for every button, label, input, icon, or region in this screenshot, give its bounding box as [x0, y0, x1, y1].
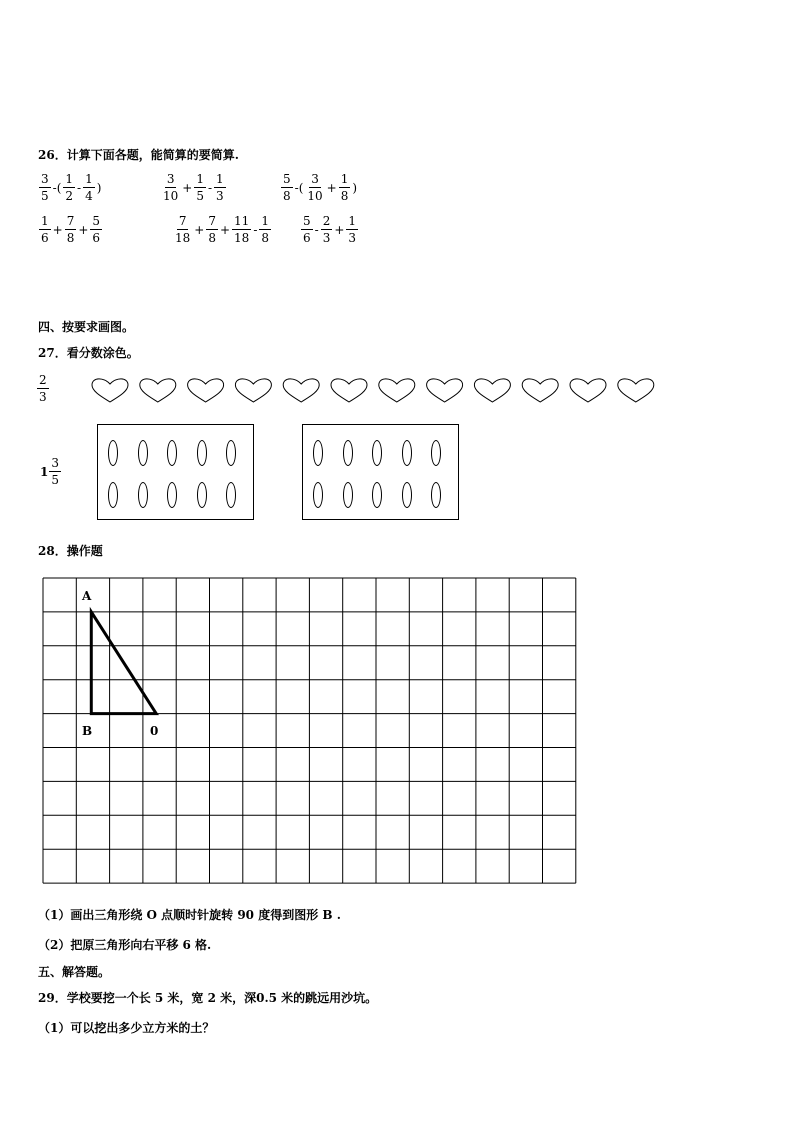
fraction-numerator: 1 — [216, 172, 224, 186]
oval-shape — [431, 482, 441, 508]
operator: + — [219, 222, 231, 237]
fraction-denominator: 8 — [283, 189, 291, 203]
oval-box-1 — [97, 424, 254, 520]
fraction-denominator: 8 — [261, 231, 270, 245]
q26-expr-6 — [300, 214, 359, 245]
fraction — [161, 172, 180, 203]
fraction-numerator: 1 — [196, 172, 204, 186]
oval-box-2 — [302, 424, 459, 520]
fraction-denominator: 18 — [175, 231, 191, 245]
fraction-denominator: 4 — [85, 189, 93, 203]
oval-shape — [226, 482, 236, 508]
fraction-denominator: 8 — [66, 231, 75, 245]
operator: - — [77, 180, 82, 195]
operator: - — [253, 222, 258, 237]
operator: ) — [96, 180, 102, 195]
fraction-denominator: 10 — [307, 189, 323, 203]
oval-shape — [372, 440, 382, 466]
oval-shape — [343, 482, 353, 508]
operator: - — [314, 222, 319, 237]
point-o-label: 0 — [150, 724, 159, 738]
q27-fraction-2-3 — [36, 373, 50, 404]
fraction — [39, 214, 51, 245]
q26-expr-2 — [160, 172, 227, 203]
fraction-denominator: 6 — [92, 231, 101, 245]
oval-shape — [313, 482, 323, 508]
heart-shape — [92, 379, 128, 402]
fraction-numerator: 7 — [178, 214, 187, 228]
heart-shape — [188, 379, 224, 402]
section4-title: 四、按要求画图。 — [38, 320, 135, 334]
q28-title: 28．操作题 — [38, 544, 103, 558]
fraction-numerator: 2 — [39, 373, 47, 387]
operator: + — [194, 222, 205, 237]
oval-shape — [197, 440, 207, 466]
fraction — [259, 214, 271, 245]
fraction-numerator: 7 — [208, 214, 216, 228]
mixed-whole: 1 — [40, 464, 49, 479]
fraction-numerator: 7 — [66, 214, 75, 228]
fraction-denominator: 8 — [208, 231, 216, 245]
fraction — [63, 172, 75, 203]
fraction-numerator: 1 — [348, 214, 357, 228]
mixed-numerator: 3 — [51, 456, 59, 470]
q27-title: 27．看分数涂色。 — [38, 346, 139, 360]
operator: -( — [294, 180, 304, 195]
heart-shape — [618, 379, 654, 402]
fraction-numerator: 1 — [340, 172, 349, 186]
operator: + — [334, 222, 345, 237]
fraction-denominator: 6 — [303, 231, 311, 245]
oval-shape — [197, 482, 207, 508]
point-b-label: B — [82, 724, 93, 738]
section5-title: 五、解答题。 — [38, 965, 111, 979]
fraction-numerator: 5 — [283, 172, 291, 186]
operator: -( — [52, 180, 62, 195]
heart-shape — [331, 379, 367, 402]
fraction-numerator: 2 — [322, 214, 331, 228]
fraction-denominator: 2 — [65, 189, 74, 203]
q27-mixed-number — [40, 456, 62, 487]
operator: + — [78, 222, 89, 237]
q29-title: 29．学校要挖一个长 5 米，宽 2 米，深0.5 米的跳远用沙坑。 — [38, 991, 378, 1005]
fraction — [65, 214, 77, 245]
oval-shape — [372, 482, 382, 508]
fraction — [339, 172, 351, 203]
fraction — [194, 172, 206, 203]
q28-instruction-1: （1）画出三角形绕 O 点顺时针旋转 90 度得到图形 B . — [38, 908, 341, 922]
oval-shape — [402, 482, 412, 508]
oval-shape — [167, 482, 177, 508]
fraction-numerator: 1 — [41, 214, 49, 228]
fraction — [173, 214, 192, 245]
fraction — [83, 172, 95, 203]
q26-expr-5 — [172, 214, 272, 245]
hearts-row — [86, 376, 666, 406]
fraction — [281, 172, 293, 203]
q26-expr-4 — [38, 214, 103, 245]
fraction-numerator: 1 — [85, 172, 93, 186]
fraction-denominator: 5 — [41, 189, 49, 203]
heart-shape — [235, 379, 271, 402]
oval-shape — [431, 440, 441, 466]
operator: - — [207, 180, 213, 195]
q29-sub-1: （1）可以挖出多少立方米的土？ — [38, 1021, 215, 1035]
fraction-numerator: 5 — [92, 214, 101, 228]
fraction-denominator: 3 — [348, 231, 357, 245]
fraction — [346, 214, 358, 245]
q26-expr-3 — [280, 172, 358, 203]
oval-shape — [108, 482, 118, 508]
fraction — [305, 172, 324, 203]
fraction-denominator: 10 — [163, 189, 179, 203]
oval-shape — [402, 440, 412, 466]
fraction — [206, 214, 218, 245]
oval-shape — [108, 440, 118, 466]
fraction-numerator: 3 — [41, 172, 49, 186]
q26-title: 26．计算下面各题，能简算的要简算. — [38, 148, 239, 162]
fraction — [90, 214, 102, 245]
operator: + — [182, 180, 193, 195]
fraction — [39, 172, 51, 203]
operator: ) — [352, 180, 358, 195]
fraction — [232, 214, 251, 245]
fraction — [301, 214, 313, 245]
oval-shape — [167, 440, 177, 466]
fraction-denominator: 3 — [216, 189, 224, 203]
heart-shape — [379, 379, 415, 402]
q28-instruction-2: （2）把原三角形向右平移 6 格. — [38, 938, 212, 952]
triangle-shape — [91, 612, 156, 714]
heart-shape — [522, 379, 558, 402]
fraction-denominator: 3 — [39, 390, 47, 404]
oval-shape — [138, 482, 148, 508]
heart-shape — [474, 379, 510, 402]
operator: + — [326, 180, 337, 195]
oval-shape — [313, 440, 323, 466]
fraction-numerator: 3 — [166, 172, 175, 186]
oval-shape — [226, 440, 236, 466]
fraction — [321, 214, 333, 245]
heart-shape — [283, 379, 319, 402]
fraction-denominator: 3 — [322, 231, 331, 245]
fraction-denominator: 5 — [196, 189, 204, 203]
fraction-denominator: 18 — [234, 231, 250, 245]
point-a-label: A — [82, 589, 92, 603]
mixed-denominator: 5 — [51, 473, 59, 487]
operator: + — [52, 222, 63, 237]
fraction-numerator: 11 — [234, 214, 250, 228]
heart-shape — [427, 379, 463, 402]
fraction-denominator: 6 — [41, 231, 49, 245]
oval-shape — [138, 440, 148, 466]
fraction-numerator: 1 — [65, 172, 74, 186]
fraction-numerator: 3 — [311, 172, 319, 186]
heart-shape — [570, 379, 606, 402]
fraction — [214, 172, 226, 203]
fraction-denominator: 8 — [340, 189, 349, 203]
grid — [42, 577, 578, 885]
q26-expr-1 — [38, 172, 102, 203]
fraction-numerator: 1 — [261, 214, 270, 228]
heart-shape — [140, 379, 176, 402]
fraction-numerator: 5 — [303, 214, 311, 228]
oval-shape — [343, 440, 353, 466]
